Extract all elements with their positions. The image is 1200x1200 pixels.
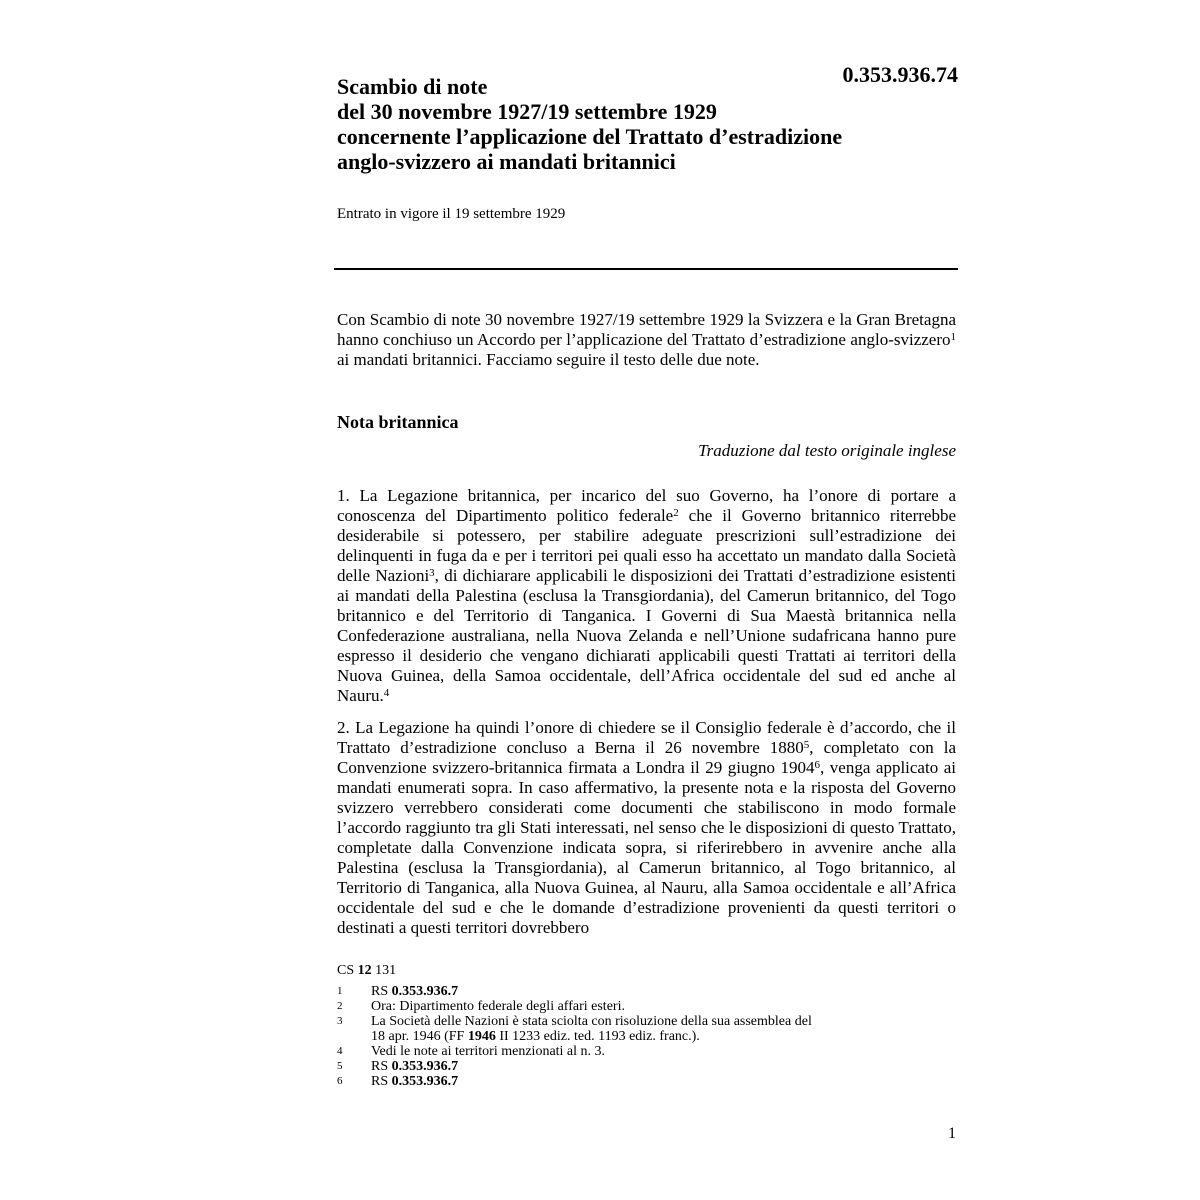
- footnote-line-1: La Società delle Nazioni è stata sciolta con risoluzione della sua assemblea del: [371, 1014, 812, 1029]
- footnote-ff-year: 1946: [467, 1029, 496, 1044]
- footnote-text: [371, 1014, 957, 1044]
- sr-number: 0.353.936.74: [842, 62, 958, 87]
- horizontal-divider: [334, 268, 958, 270]
- footnote-fragment: II 1233 ediz. ted. 1193 ediz. franc.).: [495, 1029, 700, 1044]
- footnote-number: 1: [337, 985, 343, 997]
- footnote-fragment: 18 apr. 1946 (FF: [371, 1029, 468, 1044]
- title-line-4: anglo-svizzero ai mandati britannici: [337, 149, 676, 174]
- footnote-sr-ref: 0.353.936.7: [391, 1059, 459, 1074]
- footnote-text: [371, 1059, 957, 1074]
- footnote-ref-2[interactable]: 2: [673, 507, 679, 519]
- intro-text-2: ai mandati britannici. Facciamo seguire il testo delle due note.: [337, 350, 760, 369]
- footnote-text: Vedi le note ai territori menzionati al n. 3.: [371, 1044, 606, 1059]
- footnote-3: [337, 1014, 957, 1044]
- footnote-sr-ref: 0.353.936.7: [391, 1074, 459, 1089]
- p2-text-3: , venga applicato ai mandati enumerati sopra. In caso affermativo, la presente nota e la risposta del Governo svizzero verrebbero considerati come documenti che stabiliscono in modo formale l’accordo raggiunto tra gli Stati interessati, nel senso che le disposizioni di questo Trattato, completate dalla Convenzione indicata sopra, si riferirebbero in avvenire anche alla Palestina (esclusa la Transgiordania), al Camerun britannico, al Togo britannico, al Territorio di Tanganica, alla Nuova Guinea, al Nauru, alla Samoa occidentale e all’Africa occidentale del sud e che le domande d’estradizione provenienti da questi territori o destinati a questi territori dovrebbero: [337, 758, 956, 937]
- footnote-5: [337, 1059, 957, 1074]
- footnote-prefix: RS: [371, 1059, 392, 1074]
- footnote-number: 6: [337, 1075, 343, 1087]
- p1-text-3: , di dichiarare applicabili le disposizioni dei Trattati d’estradizione esistenti ai mandati della Palestina (esclusa la Transgiordania), del Camerun britannico, del Togo britannico e del Territorio di Tanganica. I Governi di Sua Maestà britannica nella Confederazione australiana, nella Nuova Zelanda e nell’Unione sudafricana hanno pure espresso il desiderio che vengano dichiarati applicabili questi Trattati ai territori della Nuova Guinea, della Samoa occidentale, dell’Africa occidentale del sud ed anche al Nauru.: [337, 566, 956, 705]
- p2-text-1: 2. La Legazione ha quindi l’onore di chiedere se il Consiglio federale è d’accordo, che il Trattato d’estradizione concluso a Berna il 26 novembre 1880: [337, 718, 956, 757]
- cs-page: 131: [371, 963, 397, 978]
- footnote-line-2: [371, 1029, 957, 1044]
- p1-text-2: che il Governo britannico riterrebbe desiderabile si potessero, per stabilire adeguate prescrizioni sull’estradizione dei delinquenti in fuga da e per i territori pei quali esso ha accettato un mandato dalla Società delle Nazioni: [337, 506, 956, 585]
- footnote-text: [371, 1074, 957, 1089]
- footnote-prefix: RS: [371, 984, 392, 999]
- footnote-number: 2: [337, 1000, 343, 1012]
- footnote-text: [371, 984, 957, 999]
- footnote-text: Ora: Dipartimento federale degli affari esteri.: [371, 999, 625, 1014]
- p2-text-2: , completato con la Convenzione svizzero-britannica firmata a Londra il 29 giugno 1904: [337, 738, 957, 777]
- footnote-number: 3: [337, 1015, 343, 1027]
- cs-prefix: CS: [337, 963, 358, 978]
- footnote-sr-ref: 0.353.936.7: [391, 984, 459, 999]
- footnote-2: [337, 999, 957, 1014]
- footnote-ref-4[interactable]: 4: [383, 687, 390, 699]
- footnote-ref-1[interactable]: 1: [950, 331, 956, 343]
- footnote-1: [337, 984, 957, 999]
- translation-note: Traduzione dal testo originale inglese: [698, 441, 956, 460]
- intro-text-1: Con Scambio di note 30 novembre 1927/19 settembre 1929 la Svizzera e la Gran Bretagna hanno conchiuso un Accordo per l’applicazione del Trattato d’estradizione anglo-svizzero: [337, 310, 956, 349]
- footnote-ref-6[interactable]: 6: [814, 759, 821, 771]
- footnote-ref-3[interactable]: 3: [429, 567, 435, 579]
- p1-text-1: 1. La Legazione britannica, per incarico del suo Governo, ha l’onore di portare a conoscenza del Dipartimento politico federale: [337, 486, 956, 525]
- paragraph-1: [337, 486, 956, 706]
- page-number: 1: [948, 1125, 956, 1142]
- in-force-date: Entrato in vigore il 19 settembre 1929: [337, 206, 566, 222]
- footnote-ref-5[interactable]: 5: [803, 739, 810, 751]
- document-title: [337, 74, 957, 174]
- footnotes: [337, 984, 957, 1089]
- footnote-number: 5: [337, 1060, 343, 1072]
- footnote-4: [337, 1044, 957, 1059]
- paragraph-2: [337, 718, 956, 938]
- footnote-number: 4: [337, 1045, 343, 1057]
- footnote-prefix: RS: [371, 1074, 392, 1089]
- section-heading: Nota britannica: [337, 412, 459, 432]
- intro-paragraph: [337, 310, 956, 370]
- footnote-6: [337, 1074, 957, 1089]
- title-line-1: Scambio di note: [337, 74, 488, 99]
- cs-volume: 12: [357, 963, 372, 978]
- title-line-2: del 30 novembre 1927/19 settembre 1929: [337, 99, 717, 124]
- title-line-3: concernente l’applicazione del Trattato d’estradizione: [337, 124, 843, 149]
- cs-reference: [337, 963, 396, 979]
